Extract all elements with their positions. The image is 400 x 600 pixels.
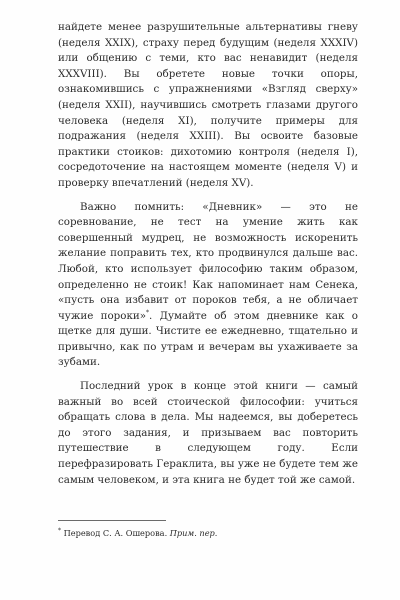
paragraph-2-text: Важно помнить: «Дневник» — это не соревнование, не тест на умение жить как совершенный мудрец, не возможность искоренить желание поправить тех, кто продвинулся дальше вас. Любой, кто использует философию таким образом, определенно не стоик! Как напоминает нам Сенека, «пусть она избавит от пороков тебя, а не обличает чужие пороки» <box>58 200 358 322</box>
paragraph-2 <box>58 200 358 372</box>
main-text <box>58 20 358 488</box>
footnote-note: Прим. пер. <box>169 528 218 538</box>
paragraph-2-tail: . Думайте об этом дневнике как о щетке для души. Чистите ее ежедневно, тщательно и привычно, как по утрам и вечерам вы ухаживаете за зубами. <box>58 309 358 369</box>
footnote-reference: * <box>146 309 150 317</box>
footnote-text: Перевод С. А. Ошерова. <box>61 528 170 538</box>
paragraph-3: Последний урок в конце этой книги — самый важный во всей стоической философии: учиться обращать слова в дела. Мы надеемся, вы доберетесь до этого задания, и призываем вас повторить путешествие в следующем году. Если перефразировать Гераклита, вы уже не будете тем же самым человеком, и эта книга не будет той же самой. <box>58 380 358 486</box>
footnote <box>58 527 358 539</box>
paragraph-1: найдете менее разрушительные альтернативы гневу (неделя XXIX), страху перед будущим (неделя XXXIV) или общению с теми, кто вас ненавидит (неделя XXXVIII). Вы обретете новые точки опоры, ознакомившись с упражнениями «Взгляд сверху» (неделя XXII), научившись смотреть глазами другого человека (неделя XI), получите примеры для подражания (неделя XXIII). Вы освоите базовые практики стоиков: дихотомию контроля (неделя I), сосредоточение на настоящем моменте (неделя V) и проверку впечатлений (неделя XV). <box>58 21 358 189</box>
footnote-divider <box>58 520 166 521</box>
footnote-marker: * <box>58 527 61 535</box>
